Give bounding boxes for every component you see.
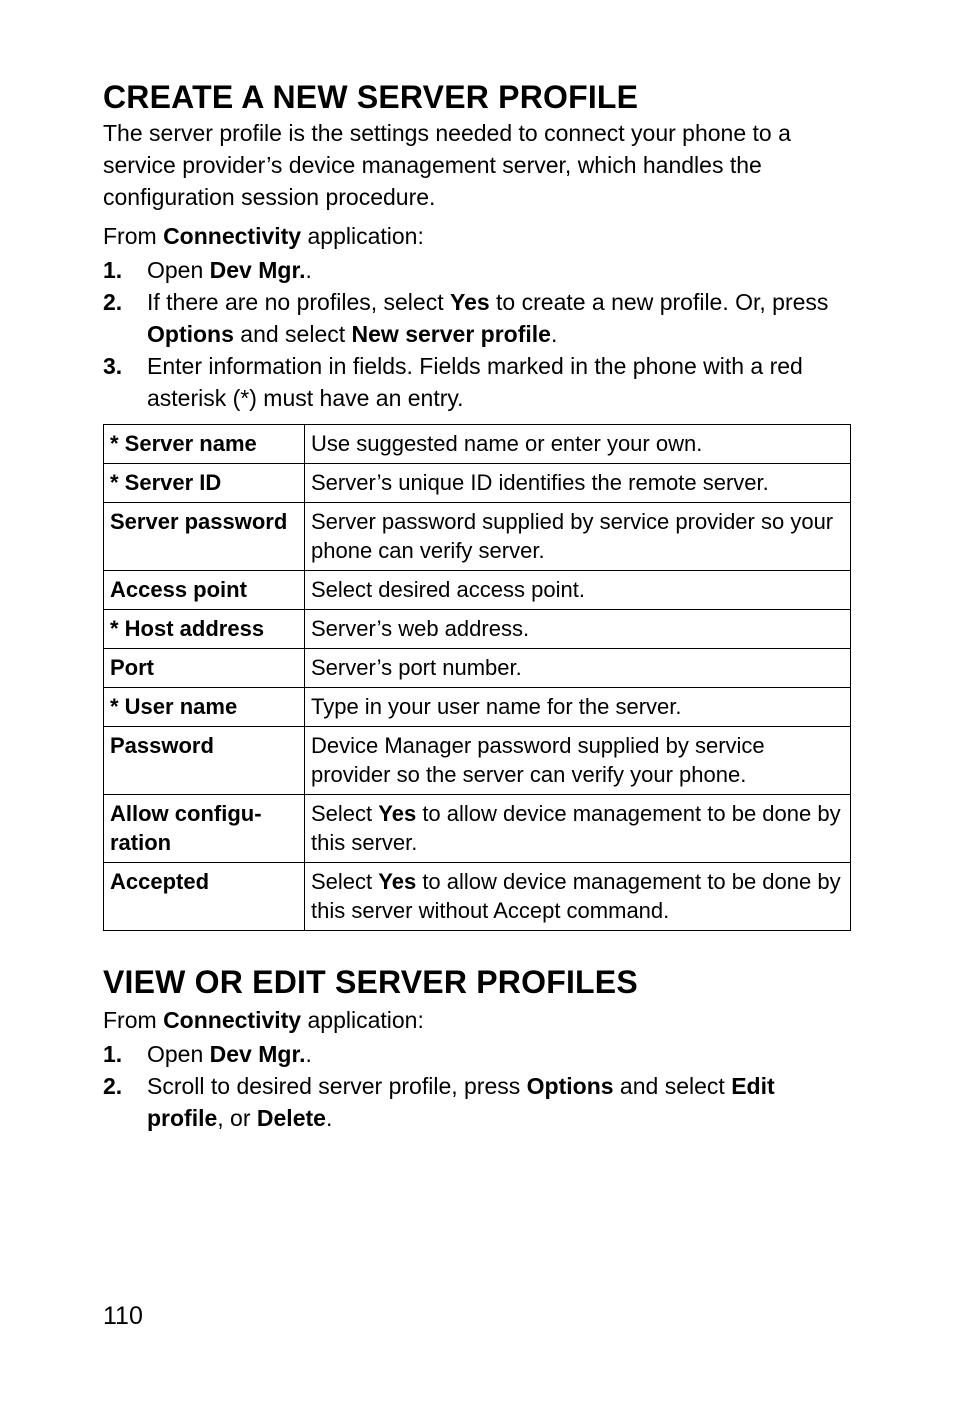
text-run: Select desired access point. xyxy=(311,577,585,602)
field-name-cell: Allow configu-ration xyxy=(104,795,305,863)
bold-term: New server profile xyxy=(351,321,551,347)
text-run: Open xyxy=(147,257,210,283)
bold-term: Options xyxy=(526,1073,614,1099)
table-row xyxy=(104,425,851,464)
from-suffix: application: xyxy=(301,1007,424,1033)
text-run: Use suggested name or enter your own. xyxy=(311,431,703,456)
field-name-cell: Port xyxy=(104,649,305,688)
text-run: Select xyxy=(311,869,379,894)
step-item xyxy=(103,1070,851,1134)
step-number: 1. xyxy=(103,257,123,283)
text-run: to create a new profile. Or, press xyxy=(489,289,829,315)
field-name-cell: * Server name xyxy=(104,425,305,464)
step-item xyxy=(103,1038,851,1070)
table-row xyxy=(104,649,851,688)
step-number: 3. xyxy=(103,353,123,379)
table-row xyxy=(104,727,851,795)
bold-term: Edit profile xyxy=(147,1073,775,1131)
text-run: . xyxy=(305,1041,312,1067)
field-description-cell xyxy=(305,464,851,503)
field-description-cell xyxy=(305,610,851,649)
intro-paragraph: The server profile is the settings needed to connect your phone to a service provider’s device management server, which handles the configuration session procedure. xyxy=(103,120,791,210)
text-run: Enter information in fields. Fields marked in the phone with a red asterisk (*) must have an entry. xyxy=(147,353,803,411)
section-title-create-profile: CREATE A NEW SERVER PROFILE xyxy=(103,79,639,115)
field-name-cell: * Server ID xyxy=(104,464,305,503)
field-description-cell xyxy=(305,727,851,795)
text-run: . xyxy=(325,1105,333,1131)
app-name: Connectivity xyxy=(163,1007,302,1033)
step-item xyxy=(103,254,851,286)
from-connectivity-line-2 xyxy=(103,1004,851,1036)
page-number: 110 xyxy=(103,1302,143,1330)
bold-term: Yes xyxy=(378,869,417,894)
table-row xyxy=(104,464,851,503)
table-row xyxy=(104,571,851,610)
text-run: Type in your user name for the server. xyxy=(311,694,682,719)
text-run: Server’s unique ID identifies the remote server. xyxy=(311,470,769,495)
table-row xyxy=(104,503,851,571)
app-name: Connectivity xyxy=(163,223,302,249)
field-description-cell xyxy=(305,425,851,464)
text-run: Server’s web address. xyxy=(311,616,530,641)
bold-term: Options xyxy=(147,321,234,347)
text-run: . xyxy=(550,321,558,347)
text-run: If there are no profiles, select xyxy=(147,289,450,315)
bold-term: Dev Mgr. xyxy=(209,257,306,283)
text-run: Open xyxy=(147,1041,210,1067)
field-description-cell xyxy=(305,571,851,610)
text-run: Device Manager password supplied by service provider so the server can verify your phone. xyxy=(311,733,765,787)
text-run: Server’s port number. xyxy=(311,655,522,680)
step-number: 2. xyxy=(103,289,123,315)
field-name-cell: Server password xyxy=(104,503,305,571)
text-run: to allow device management to be done by this server without Accept command. xyxy=(311,869,841,923)
field-description-cell xyxy=(305,863,851,931)
text-run: , or xyxy=(217,1105,257,1131)
bold-term: Yes xyxy=(450,289,490,315)
step-number: 1. xyxy=(103,1041,123,1067)
table-row xyxy=(104,863,851,931)
from-prefix: From xyxy=(103,223,164,249)
text-run: Select xyxy=(311,801,379,826)
field-name-cell: Password xyxy=(104,727,305,795)
field-name-cell: * Host address xyxy=(104,610,305,649)
text-run: and select xyxy=(233,321,352,347)
text-run: . xyxy=(305,257,312,283)
field-name-cell: Accepted xyxy=(104,863,305,931)
field-description-cell xyxy=(305,795,851,863)
from-suffix: application: xyxy=(301,223,424,249)
table-row xyxy=(104,795,851,863)
bold-term: Yes xyxy=(378,801,417,826)
bold-term: Delete xyxy=(256,1105,326,1131)
field-description-cell xyxy=(305,503,851,571)
text-run: to allow device management to be done by this server. xyxy=(311,801,841,855)
fields-table-wrapper xyxy=(103,424,851,931)
text-run: Server password supplied by service provider so your phone can verify server. xyxy=(311,509,834,563)
steps-list-create xyxy=(103,254,851,414)
table-row xyxy=(104,688,851,727)
field-name-cell: * User name xyxy=(104,688,305,727)
field-name-cell: Access point xyxy=(104,571,305,610)
step-number: 2. xyxy=(103,1073,123,1099)
from-connectivity-line xyxy=(103,220,851,252)
table-row xyxy=(104,610,851,649)
field-description-cell xyxy=(305,688,851,727)
text-run: Scroll to desired server profile, press xyxy=(147,1073,527,1099)
step-item xyxy=(103,286,851,350)
section-title-view-edit: VIEW OR EDIT SERVER PROFILES xyxy=(103,964,638,1000)
steps-list-view-edit xyxy=(103,1038,851,1134)
step-item xyxy=(103,350,851,414)
text-run: and select xyxy=(613,1073,732,1099)
field-description-cell xyxy=(305,649,851,688)
bold-term: Dev Mgr. xyxy=(209,1041,306,1067)
fields-table xyxy=(103,424,851,931)
from-prefix: From xyxy=(103,1007,164,1033)
